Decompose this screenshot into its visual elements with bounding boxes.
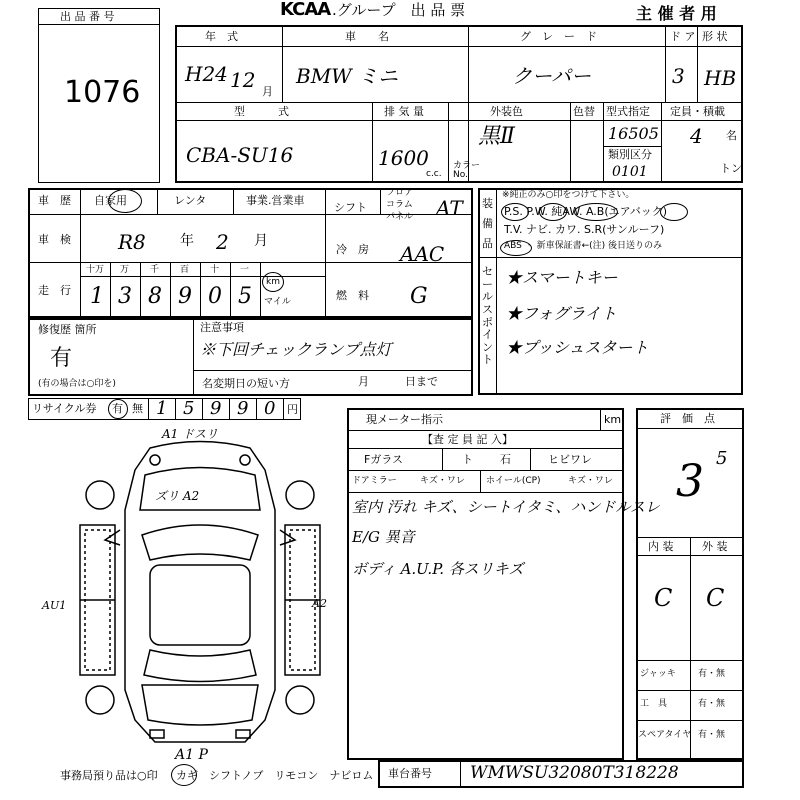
capacity-unit: 名 [726, 129, 737, 142]
renewal-label: 名変期日の短い方 [202, 377, 290, 390]
color-label: 外装色 [490, 105, 523, 118]
doors-label: ド ア [670, 30, 696, 43]
jack-options[interactable]: 有・無 [698, 669, 726, 679]
model-label: 型 式 [234, 105, 289, 118]
mileage-h0: 十万 [86, 265, 105, 275]
recycle-d2: 9 [210, 398, 222, 419]
diagram-bottom-mark: A1 P [175, 747, 208, 763]
equipment-note: ※純正のみ○印をつけて下さい。 [502, 190, 635, 200]
capacity-value: 4 [690, 124, 703, 148]
spare-options[interactable]: 有・無 [698, 730, 726, 740]
lot-number: 1076 [64, 75, 141, 110]
ab-circle [660, 203, 688, 221]
color-change-label: 色替 [573, 105, 595, 118]
recycle-yes[interactable]: 有 [112, 402, 123, 415]
displacement-label: 排 気 量 [384, 105, 424, 118]
diagram-right-mark: A2 [312, 597, 327, 610]
recycle-label: リサイクル券 [32, 402, 97, 415]
mileage-h4: 十 [210, 265, 220, 275]
equipment-side-label: 装備品 [482, 197, 493, 250]
spare-label: スペアタイヤ [638, 730, 692, 740]
mileage-d1: 3 [118, 284, 132, 309]
mileage-d4: 0 [208, 284, 222, 309]
wheel-label: ホイール(CP) [486, 476, 541, 486]
score-value: 3 [676, 456, 704, 507]
grade-label: グ レ ー ド [520, 30, 597, 43]
sales-side-label: セールスポイント [482, 265, 493, 367]
class-label: 類別区分 [608, 148, 652, 161]
exterior-label: 外 装 [702, 540, 728, 553]
car-diagram[interactable] [60, 427, 340, 763]
office-items: カギ シフトノブ リモコン ナビロム [176, 769, 374, 782]
repair-label: 修復歴 箇所 [38, 323, 97, 336]
mileage-h1: 万 [120, 265, 130, 275]
type-spec-label: 型式指定 [606, 105, 650, 118]
meter-label: 現メーター指示 [366, 413, 443, 426]
sales-item-1: ★スマートキー [506, 268, 618, 287]
inspection-month: 2 [216, 230, 229, 254]
sales-item-3: ★プッシュスタート [506, 338, 649, 357]
mileage-h3: 百 [180, 265, 190, 275]
jack-label: ジャッキ [640, 669, 676, 679]
comment-1: 室内 汚れ キズ、シートイタミ、ハンドルスレ [352, 498, 660, 516]
logo: KCAA [280, 0, 331, 20]
mileage-label: 走 行 [38, 284, 71, 297]
mileage-d5: 5 [238, 284, 252, 309]
organizer-label: 主 催 者 用 [636, 4, 717, 23]
repair-value: 有 [50, 346, 73, 371]
renewal-month: 月 [358, 375, 369, 388]
notes-value: ※下回チェックランプ点灯 [200, 340, 392, 359]
lot-label: 出 品 番 号 [60, 10, 115, 23]
comment-2: E/G 異音 [352, 528, 415, 546]
shift-panel: パネル [386, 212, 414, 222]
year-value: H24 [185, 62, 228, 86]
key-circle [171, 764, 197, 786]
color-value: 黒Ⅱ [478, 124, 515, 149]
recycle-d1: 5 [183, 398, 195, 419]
mileage-km-circle [262, 272, 284, 292]
fuel-label: 燃 料 [336, 289, 369, 302]
inspector-title: 【査 定 員 記 入】 [422, 433, 513, 446]
name-label: 車 名 [345, 30, 389, 43]
shift-label: シフト [334, 201, 367, 214]
diagram-hood-mark: ズリ A2 [155, 489, 200, 503]
shape-label: 形 状 [702, 30, 728, 43]
equipment-row1: P.S. P.W. 純AW. A.B(エアバック) [504, 205, 668, 218]
abs-circle [500, 240, 532, 256]
mirror-opts[interactable]: キズ・ワレ [420, 476, 465, 486]
class-value: 0101 [612, 164, 648, 180]
inspection-month-unit: 月 [254, 233, 268, 249]
mileage-h2: 千 [150, 265, 160, 275]
glass-opt2[interactable]: 石 [500, 453, 511, 466]
recycle-no[interactable]: 無 [132, 402, 143, 415]
aw-circle [574, 203, 618, 221]
color-no-label: カラー No. [453, 161, 481, 180]
mirror-label: ドアミラー [352, 476, 397, 486]
recycle-unit: 円 [287, 403, 298, 416]
inspection-year: R8 [118, 230, 146, 254]
tools-options[interactable]: 有・無 [698, 699, 726, 709]
history-business[interactable]: 事業.営業車 [246, 194, 305, 207]
fuel-value: G [410, 284, 428, 309]
equipment-row2: T.V. ナビ. カワ. S.R(サンルーフ) [504, 223, 665, 236]
shift-floor: フロア [386, 188, 414, 198]
month-unit: 月 [262, 85, 273, 98]
shift-value: AT [436, 196, 463, 220]
mileage-km: km [266, 277, 280, 287]
mileage-h5: 一 [240, 265, 250, 275]
ps-circle [501, 203, 529, 221]
diagram-left-mark: AU1 [42, 599, 67, 612]
inspection-year-unit: 年 [180, 233, 194, 249]
history-private-circle [108, 189, 142, 213]
recycle-d0: 1 [156, 398, 168, 419]
meter-unit: km [604, 413, 622, 426]
name-value: BMW ミニ [296, 64, 399, 88]
ac-label: 冷 房 [336, 243, 369, 256]
office-note: 事務局預り品は○印 [60, 769, 158, 782]
doors-value: 3 [672, 64, 685, 88]
sales-item-2: ★フォグライト [506, 304, 617, 323]
mileage-d3: 9 [178, 284, 192, 309]
history-private[interactable]: 自家用 [94, 194, 127, 207]
tools-label: 工 具 [640, 699, 668, 709]
model-value: CBA-SU16 [186, 143, 294, 167]
ac-value: AAC [400, 242, 445, 266]
score-decimal: 5 [716, 448, 728, 469]
glass-label: Fガラス [364, 453, 403, 466]
history-rental[interactable]: レンタ [174, 194, 207, 207]
type-spec-value: 16505 [608, 124, 659, 143]
mileage-d0: 1 [90, 284, 104, 309]
chassis-value: WMWSU32080T318228 [470, 763, 679, 783]
notes-label: 注意事項 [200, 321, 244, 334]
glass-opt3[interactable]: ヒビワレ [548, 453, 592, 466]
recycle-d4: 0 [264, 398, 276, 419]
mileage-d2: 8 [148, 284, 162, 309]
displacement-value: 1600 [378, 146, 429, 170]
inspection-label: 車 検 [38, 233, 71, 246]
recycle-yes-circle [108, 399, 128, 419]
displacement-unit: c.c. [426, 169, 442, 179]
capacity-label: 定員・積載 [670, 105, 725, 118]
sheet-title: .グループ 出 品 票 [332, 1, 466, 19]
grade-value: クーパー [512, 64, 591, 88]
interior-value: C [654, 584, 673, 612]
repair-note: (有の場合は○印を) [38, 379, 116, 389]
month-value: 12 [230, 68, 256, 92]
history-label: 車 歴 [38, 194, 71, 207]
year-label: 年 式 [205, 30, 238, 43]
shape-value: HB [704, 66, 737, 90]
comment-3: ボディ A.U.P. 各スリキズ [352, 560, 524, 578]
diagram-top-mark: A1 ドスリ [162, 427, 218, 441]
interior-label: 内 装 [648, 540, 674, 553]
glass-opt1[interactable]: ト [462, 453, 473, 466]
wheel-opts[interactable]: キズ・ワレ [568, 476, 613, 486]
shift-column: コラム [386, 200, 413, 210]
equipment-row3: ABS ・ 新車保証書←(注) 後日送りのみ [504, 241, 663, 251]
load-unit: トン [720, 162, 742, 175]
renewal-day: 日まで [405, 375, 438, 388]
chassis-label: 車台番号 [388, 767, 432, 780]
mileage-mile: マイル [264, 297, 291, 307]
pw-circle [539, 203, 567, 221]
score-label: 評 価 点 [660, 412, 715, 425]
recycle-d3: 9 [237, 398, 249, 419]
exterior-value: C [706, 584, 725, 612]
